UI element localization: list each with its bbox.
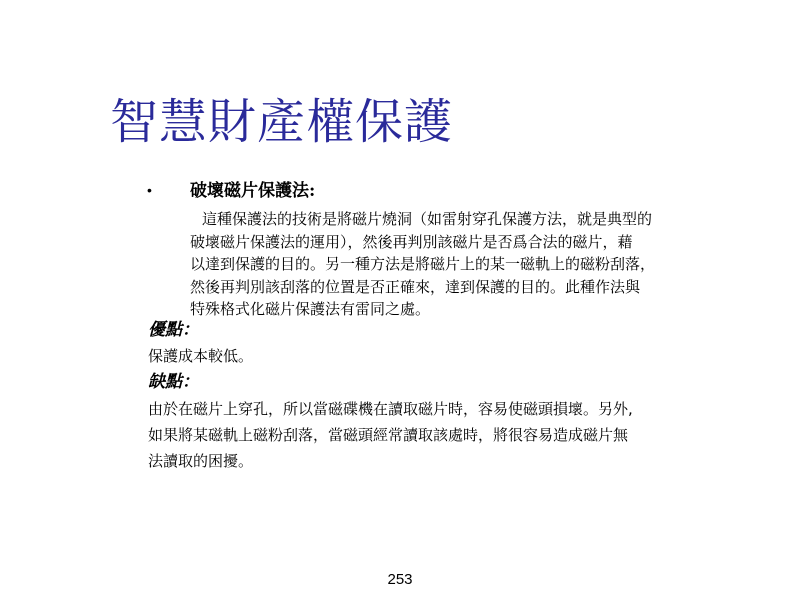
description-paragraph [190,208,750,321]
description-line: 以達到保護的目的。另一種方法是將磁片上的某一磁軌上的磁粉刮落， [190,255,656,273]
description-line: 這種保護法的技術是將磁片燒洞（如雷射穿孔保護方法，就是典型的 [202,210,653,228]
description-line: 然後再判別該刮落的位置是否正確來，達到保護的目的。此種作法與 [190,277,641,296]
advantages-label: 優點： [148,320,199,340]
bullet-point: • [147,182,152,198]
description-line: 特殊格式化磁片保護法有雷同之處。 [190,300,431,318]
disadvantages-line: 如果將某磁軌上磁粉刮落，當磁頭經常讀取該處時，將很容易造成磁片無 [148,426,629,444]
description-line: 破壞磁片保護法的運用），然後再判別該磁片是否爲合法的磁片，藉 [190,232,633,251]
section-heading: 破壞磁片保護法: [190,181,316,201]
disadvantages-line: 法讀取的困擾。 [148,452,254,470]
disadvantages-line: 由於在磁片上穿孔，所以當磁碟機在讀取磁片時，容易使磁頭損壞。另外, [148,400,633,418]
disadvantages-label: 缺點： [148,372,199,392]
page-number: 253 [387,571,413,588]
slide-title: 智慧財產權保護 [110,94,454,150]
advantages-text: 保護成本較低。 [148,347,254,365]
disadvantages-paragraph [148,396,633,474]
